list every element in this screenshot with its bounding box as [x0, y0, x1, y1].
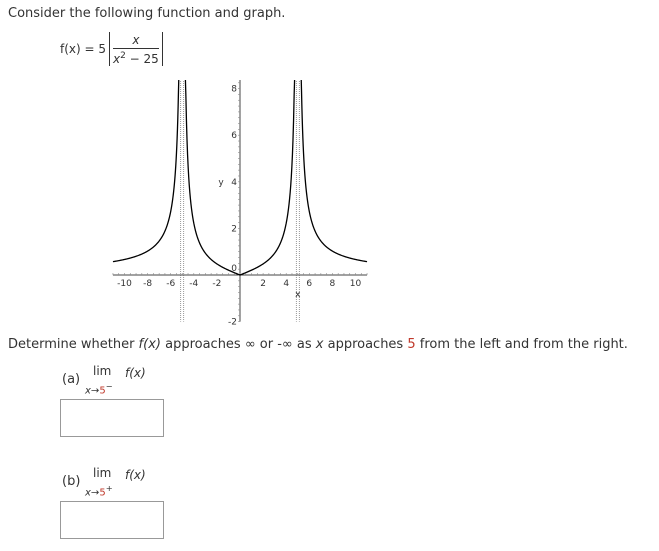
origin-label: 0: [231, 264, 237, 274]
part-b-subscript: [85, 483, 113, 498]
question-prefix: Determine whether: [8, 337, 139, 352]
y-axis-label: y: [218, 177, 224, 188]
question-middle: approaches ∞ or -∞ as: [160, 337, 316, 352]
part-a-sub-value: 5: [99, 385, 106, 397]
function-numerator: x: [132, 32, 140, 47]
x-tick-label: 2: [260, 279, 266, 289]
x-tick-label: 6: [306, 279, 313, 289]
function-fraction: [113, 34, 159, 65]
x-tick-label: 8: [329, 279, 336, 289]
denominator-base: x: [113, 51, 121, 66]
y-tick-label: 2: [231, 224, 237, 235]
x-tick-label: -2: [212, 279, 222, 289]
y-tick-label: 6: [231, 131, 237, 142]
part-b-answer-input[interactable]: [60, 501, 164, 539]
question-text: [8, 337, 628, 352]
part-b-label: (b): [62, 474, 81, 489]
x-tick-label: 10: [349, 279, 362, 289]
part-b-lim: lim: [93, 466, 112, 480]
question-x: x: [315, 337, 324, 352]
x-axis-label: x: [295, 290, 301, 300]
question-suffix: from the left and from the right.: [415, 337, 628, 352]
function-denominator: [113, 49, 159, 65]
part-b-sub-side: +: [105, 483, 113, 493]
part-a-sub-arrow: →: [90, 385, 100, 397]
part-a-subscript: [85, 381, 113, 396]
abs-bar-left: [109, 32, 110, 66]
question-value: 5: [407, 337, 416, 352]
x-tick-label: -6: [166, 279, 176, 289]
part-b-sub-arrow: →: [90, 487, 100, 499]
denominator-rest: − 25: [125, 51, 159, 66]
question-approaches: approaches: [323, 337, 408, 352]
part-a-sub-side: −: [105, 381, 113, 391]
part-a-label: (a): [62, 372, 81, 387]
y-tick-label: -2: [228, 317, 237, 328]
x-tick-label: 4: [283, 279, 290, 289]
part-b-fx: f(x): [125, 468, 146, 482]
function-curve-branch-1: [113, 80, 181, 262]
part-b-sub-value: 5: [99, 487, 106, 499]
function-definition: [60, 32, 166, 66]
abs-bar-right: [162, 32, 163, 66]
part-b-sub-var: x: [85, 487, 91, 499]
question-fx: f(x): [138, 337, 161, 352]
function-lhs: f(x) = 5: [60, 42, 107, 56]
part-a-lim: lim: [93, 364, 112, 378]
intro-text: Consider the following function and graph.: [8, 6, 286, 21]
part-a-fx: f(x): [125, 366, 146, 380]
x-tick-label: -10: [117, 279, 132, 289]
part-a-sub-var: x: [85, 385, 91, 397]
y-tick-label: 8: [231, 84, 237, 95]
part-a-answer-input[interactable]: [60, 399, 164, 437]
function-graph: [100, 80, 380, 330]
y-tick-label: 4: [231, 177, 237, 188]
function-curve-branch-3: [299, 80, 367, 262]
x-tick-label: -8: [143, 279, 153, 289]
x-tick-label: -4: [189, 279, 199, 289]
denominator-exponent: 2: [120, 50, 126, 61]
